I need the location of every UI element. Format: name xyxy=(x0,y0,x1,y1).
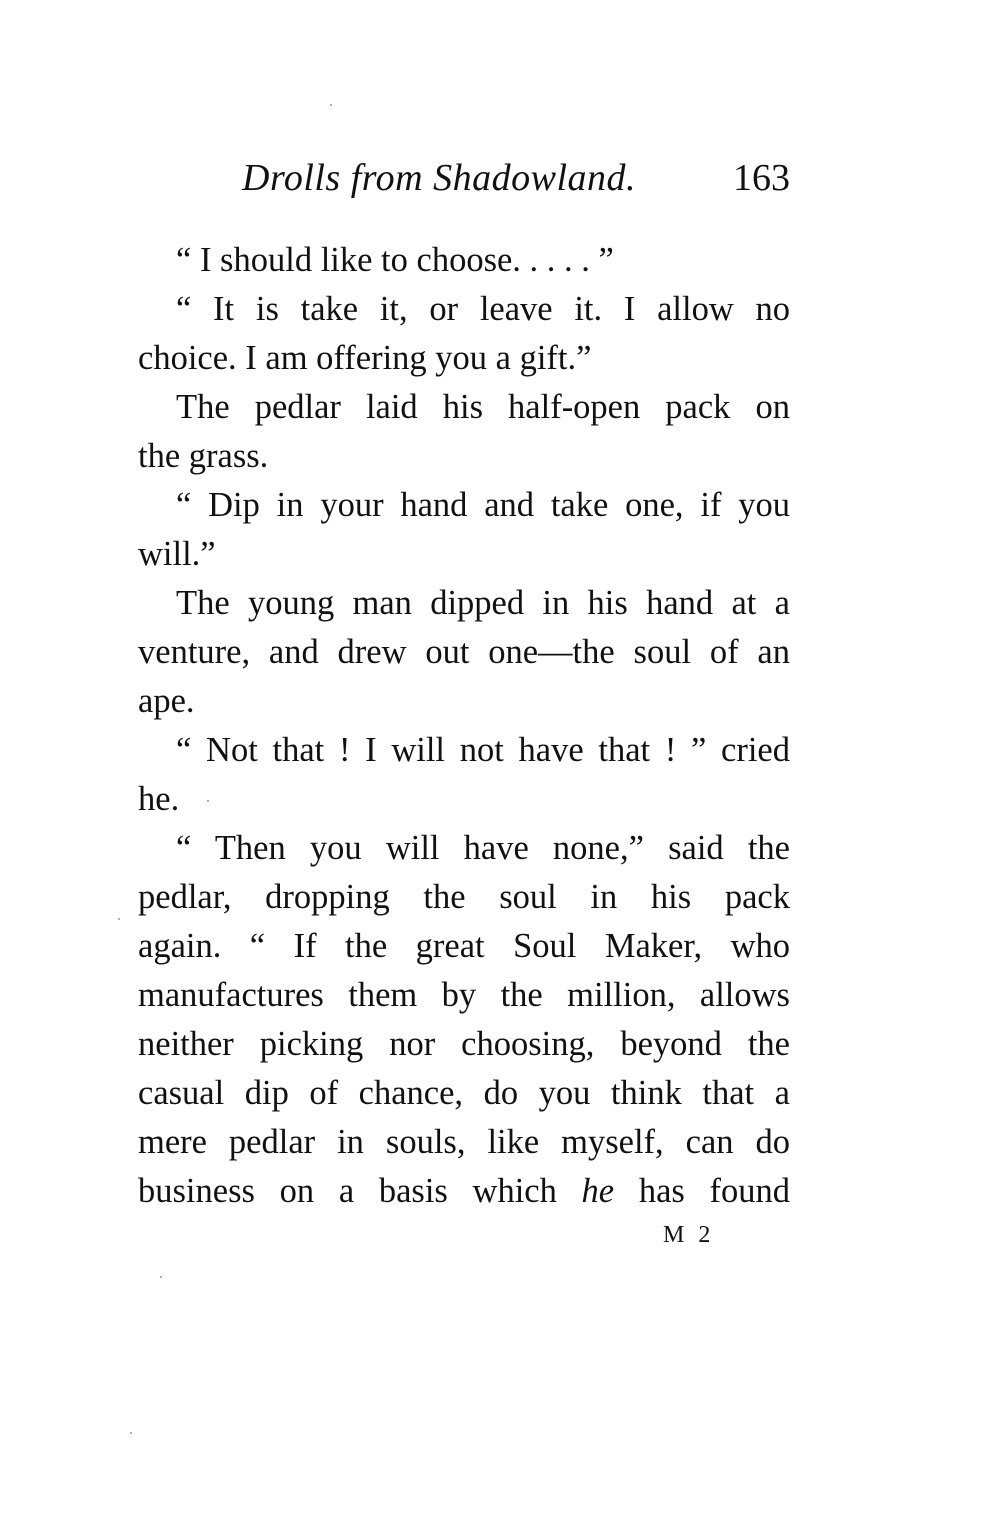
text-line-last xyxy=(138,1167,790,1216)
text-line: ape. xyxy=(138,682,195,720)
text-line: again. “ If the great Soul Maker, who xyxy=(138,927,790,965)
body-text xyxy=(138,236,790,1216)
text-line: The young man dipped in his hand at a xyxy=(176,584,790,622)
paper-speck xyxy=(130,1432,132,1434)
signature-mark: M 2 xyxy=(663,1222,715,1248)
text-line: “ I should like to choose. . . . . ” xyxy=(176,241,614,279)
text-line: “ Not that ! I will not have that ! ” cried xyxy=(176,731,790,769)
text-line: will.” xyxy=(138,535,216,573)
last-line-start: business on a basis which xyxy=(138,1172,582,1210)
text-line: the grass. xyxy=(138,437,269,475)
page-number: 163 xyxy=(733,157,790,199)
text-line: venture, and drew out one—the soul of an xyxy=(138,633,790,671)
text-line: he. xyxy=(138,780,180,818)
italic-word: he xyxy=(581,1172,615,1210)
text-line: “ It is take it, or leave it. I allow no xyxy=(176,290,790,328)
running-head xyxy=(138,156,790,212)
text-line: manufactures them by the million, allows xyxy=(138,976,790,1014)
text-line: “ Dip in your hand and take one, if you xyxy=(176,486,790,524)
text-line: The pedlar laid his half-open pack on xyxy=(176,388,790,426)
running-title: Drolls from Shadowland. xyxy=(242,157,637,199)
last-line-end: has found xyxy=(614,1172,790,1210)
text-line: choice. I am offering you a gift.” xyxy=(138,339,592,377)
text-line: “ Then you will have none,” said the xyxy=(176,829,790,867)
text-line: neither picking nor choosing, beyond the xyxy=(138,1025,790,1063)
paper-speck xyxy=(330,104,332,106)
text-line: casual dip of chance, do you think that a xyxy=(138,1074,790,1112)
paper-speck xyxy=(207,800,209,802)
text-line: mere pedlar in souls, like myself, can do xyxy=(138,1123,790,1161)
text-line: pedlar, dropping the soul in his pack xyxy=(138,878,790,916)
paper-speck xyxy=(160,1276,162,1278)
paper-speck xyxy=(118,918,120,920)
